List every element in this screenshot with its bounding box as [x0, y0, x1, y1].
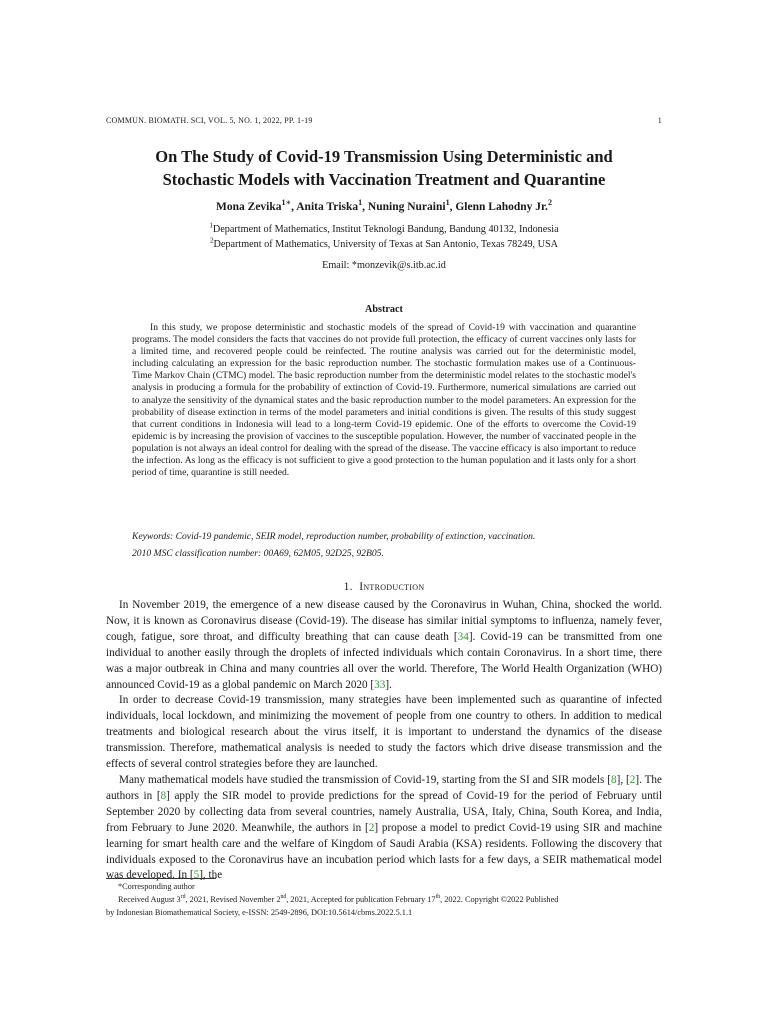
affiliation-1 [90, 223, 678, 238]
citation-link[interactable]: 2 [368, 821, 375, 834]
author-affiliation-mark: 1∗ [281, 198, 292, 208]
affiliation-2 [90, 238, 678, 253]
abstract-text: In this study, we propose deterministic and stochastic models of the spread of Covid-19 with vaccination and quarantine programs. The model considers the facts that vaccines do not provide full protection, the efficacy of current vaccines only lasts for a limited time, and recovered people could be reinfected. The routine analysis was carried out for the deterministic model, including calculating an expression for the basic reproduction number. The stochastic formulation makes use of a Continuous-Time Markov Chain (CTMC) model. The basic reproduction number from the deterministic model relates to the stochastic model's analysis in producing a formula for the probability of extinction of Covid-19. Furthermore, numerical simulations are carried out to analyze the sensitivity of the dynamical states and the basic reproduction number to the model parameters. An expression for the probability of disease extinction in terms of the model parameters and initial conditions is given. The results of this study suggest that current conditions in Indonesia will lead to a long-term Covid-19 epidemic. One of the efforts to overcome the Covid-19 epidemic is by increasing the provision of vaccines to the susceptible population. However, the number of vaccinated people in the population is not always an ideal control for dealing with the spread of the disease. The vaccine efficacy is also important to reduce the infection. As long as the efficacy is not sufficient to give a good protection to the human population and it lasts only for a short period of time, quarantine is still needed. [132, 322, 636, 479]
citation-link[interactable]: 34 [457, 630, 469, 643]
author-list: Mona Zevika$^{1∗}$, Anita Triska$^1$, Nuning Nuraini$^1$, Glenn Lahodny Jr.$^2$ [216, 198, 552, 213]
citation-link[interactable]: 8 [611, 773, 617, 786]
introduction-body [106, 598, 662, 884]
publication-history [106, 893, 662, 906]
affiliation-mark: 1 [209, 221, 213, 230]
affiliation-text: Department of Mathematics, University of Texas at San Antonio, Texas 78249, USA [213, 238, 559, 250]
keywords: Keywords: Covid-19 pandemic, SEIR model, reproduction number, probability of extinction, vaccination. [132, 531, 536, 542]
citation-link[interactable]: 8 [160, 789, 167, 802]
running-head [106, 116, 662, 125]
paragraph: In order to decrease Covid-19 transmission, many strategies have been implemented such as quarantine of infected individuals, local lockdown, and minimizing the movement of people from one country to others. In addition to medical treatments and biological research about the virus itself, it is important to understand the dynamics of the disease transmission. Therefore, mathematical analysis is needed to study the factors which drive disease transmission and the effects of several control strategies before they are launched. [106, 694, 662, 771]
ordinal-suffix: rd [180, 894, 186, 901]
paragraph: Many mathematical models have studied the transmission of Covid-19, starting from the SI and SIR models [8], [2]. The authors in [8] apply the SIR model to provide predictions for the spread of Covid-19 for the period of February until September 2020 by collecting data from several countries, namely Australia, USA, Italy, China, South Korea, and India, from February to June 2020. Meanwhile, the authors in [2] propose a model to predict Covid-19 using SIR and machine learning for smart health care and the welfare of Kingdom of Saudi Arabia (KSA) residents. Following the discovery that individuals exposed to the Coronavirus have an incubation period which lasts for a few days, a SEIR mathematical model was developed. In [5], the [106, 773, 662, 882]
corresponding-email: Email: *monzevik@s.itb.ac.id [322, 260, 446, 271]
keywords-block [132, 529, 636, 562]
author-name: Glenn Lahodny Jr. [455, 201, 548, 213]
author-affiliation-mark: 1 [445, 198, 450, 208]
revised-text: , 2021, Revised November 2 [185, 895, 281, 904]
corresponding-author-note: *Corresponding author [118, 882, 195, 891]
author-name: Anita Triska [296, 201, 359, 213]
footnote-divider [106, 878, 216, 879]
publisher-line: by Indonesian Biomathematical Society, e-ISSN: 2549-2896, DOI:10.5614/cbms.2022.5.1.1 [106, 908, 413, 917]
abstract-heading: Abstract [365, 304, 403, 315]
accepted-text: , 2021, Accepted for publication February 17 [286, 895, 436, 904]
ordinal-suffix: th [435, 894, 441, 901]
section-heading-introduction [90, 581, 678, 593]
copyright-text: , 2022. Copyright ©2022 Published [440, 895, 559, 904]
ordinal-suffix: nd [280, 894, 287, 901]
author-name: Mona Zevika [216, 201, 282, 213]
footnotes [106, 880, 662, 919]
paragraph: In November 2019, the emergence of a new disease caused by the Coronavirus in Wuhan, China, shocked the world. Now, it is known as Coronavirus disease (Covid-19). The disease has similar initial symptoms to influenza, namely fever, cough, fatigue, sore throat, and difficulty breathing that can cause death [34]. Covid-19 can be transmitted from one individual to another easily through the droplets of infected individuals which contain Coronavirus. In a short time, there was a major outbreak in China and many countries all over the world. Therefore, The World Health Organization (WHO) announced Covid-19 as a global pandemic on March 2020 [33]. [106, 599, 663, 691]
msc-classification: 2010 MSC classification number: 00A69, 62M05, 92D25, 92B05. [132, 547, 384, 559]
section-title-rest: ntroduction [363, 581, 425, 593]
title-line-2: Stochastic Models with Vaccination Treatment and Quarantine [162, 170, 606, 189]
title-line-1: On The Study of Covid-19 Transmission Using Deterministic and [155, 147, 613, 166]
author-affiliation-mark: 2 [547, 198, 552, 208]
citation-link[interactable]: 33 [374, 678, 386, 691]
section-number: 1. [343, 581, 353, 593]
page-number: 1 [657, 116, 662, 125]
paper-title [90, 145, 678, 191]
citation-link[interactable]: 5 [193, 869, 200, 882]
affiliation-text: Department of Mathematics, Institut Teknologi Bandung, Bandung 40132, Indonesia [212, 224, 559, 235]
citation-link[interactable]: 2 [629, 773, 636, 786]
affiliation-mark: 2 [209, 236, 214, 245]
section-title-initial: I [359, 581, 364, 593]
journal-citation: COMMUN. BIOMATH. SCI, VOL. 5, NO. 1, 2022, PP. 1-19 [106, 116, 313, 125]
author-name: Nuning Nuraini [367, 201, 446, 213]
author-affiliation-mark: 1 [358, 198, 363, 208]
received-text: Received August 3 [118, 895, 181, 904]
affiliations [90, 223, 678, 252]
